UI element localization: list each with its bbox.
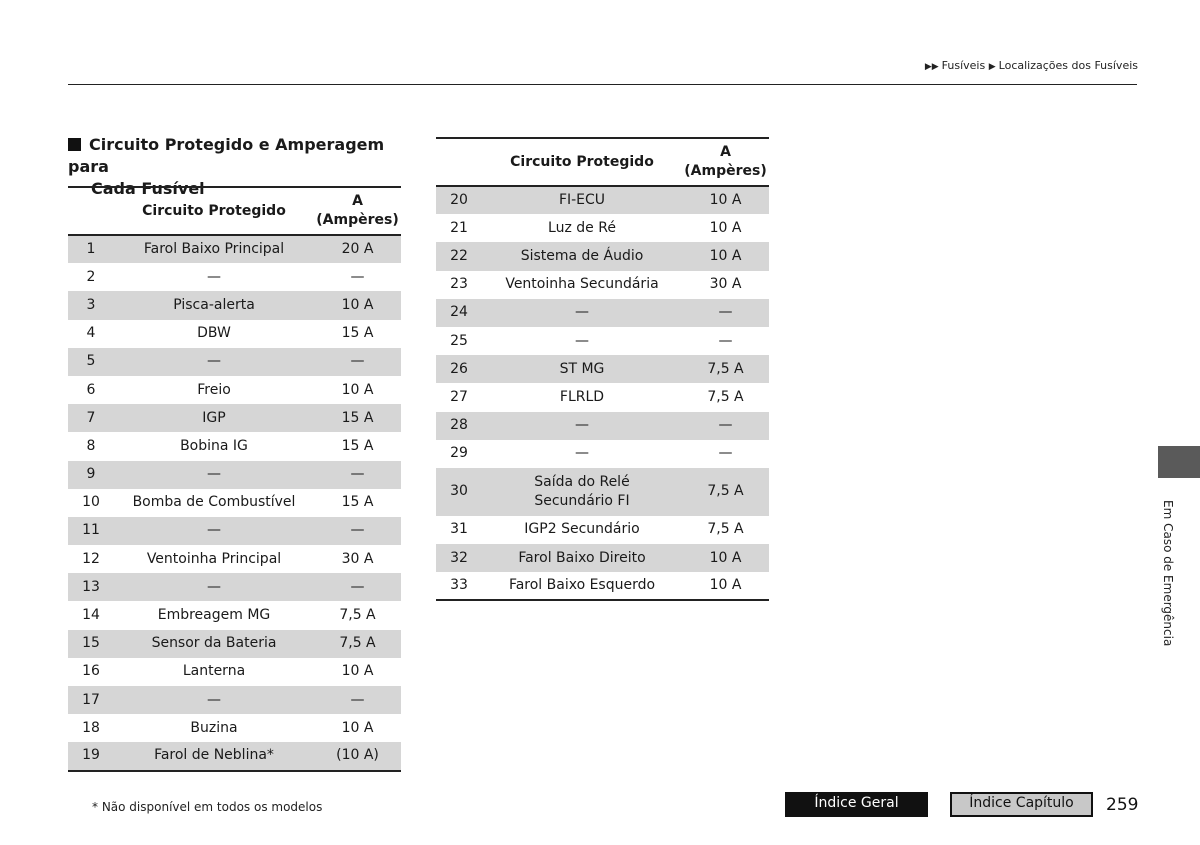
amperage: 7,5 A [707,521,744,538]
table-row [436,242,769,270]
amperage: 7,5 A [339,607,376,624]
amperage: — [350,268,365,285]
fuse-number: 4 [86,325,96,342]
table-row [68,658,401,686]
fuse-number: 32 [450,549,468,566]
table-row [436,327,769,355]
circuit-name: Farol Baixo Principal [143,241,285,258]
amperage: — [350,353,365,370]
circuit-name: Sistema de Áudio [520,247,644,264]
index-general-button[interactable]: Índice Geral [785,792,928,817]
fuse-number: 2 [86,268,96,285]
amperage: 7,5 A [707,483,744,500]
amperage: 10 A [341,663,374,680]
double-arrow-icon: ▶▶ [924,62,939,72]
amperage: 10 A [341,719,374,736]
section-title-line2: Cada Fusível [91,179,205,198]
amperage: — [718,445,733,462]
table-row [68,376,401,404]
fuse-number: 15 [82,635,100,652]
fuse-number: 16 [82,663,100,680]
amperage: 7,5 A [707,388,744,405]
circuit-name: FLRLD [559,388,605,405]
table-row [68,291,401,319]
fuse-number: 1 [86,241,96,258]
amperage: — [350,578,365,595]
fuse-number: 28 [450,417,468,434]
fuse-number: 33 [450,577,468,594]
header-amp-unit: (Ampères) [684,163,767,179]
header-amp-a: A [720,144,731,160]
header-amp-unit: (Ampères) [316,212,399,228]
table-row [68,573,401,601]
fuse-number: 9 [86,466,96,483]
circuit-name: — [207,268,221,285]
table-row [436,355,769,383]
circuit-name: FI-ECU [558,192,606,209]
circuit-name: — [207,578,221,595]
table-row [68,404,401,432]
circuit-name: Buzina [190,719,238,736]
amperage: — [350,691,365,708]
table-row [436,383,769,411]
fuse-number: 27 [450,388,468,405]
amperage: 7,5 A [707,360,744,377]
fuse-number: 6 [86,381,96,398]
table-row [436,544,769,572]
chapter-side-label: Em Caso de Emergência [1161,500,1175,647]
amperage: 10 A [709,247,742,264]
fuse-number: 26 [450,360,468,377]
table-row [436,299,769,327]
fuse-number: 13 [82,578,100,595]
arrow-icon: ▶ [988,62,996,72]
header-circuit: Circuito Protegido [510,153,654,170]
breadcrumb-current[interactable]: Localizações dos Fusíveis [998,59,1138,72]
amperage: 15 A [341,494,374,511]
fuse-number: 11 [82,522,100,539]
table-row [68,630,401,658]
table-row [436,440,769,468]
chapter-tab[interactable] [1158,446,1200,478]
circuit-name: Bobina IG [180,437,248,454]
circuit-name: Lanterna [182,663,246,680]
table-row [68,714,401,742]
amperage: — [718,417,733,434]
amperage: 10 A [341,381,374,398]
header-number [436,138,482,186]
fuse-number: 8 [86,437,96,454]
header-circuit: Circuito Protegido [142,202,286,219]
amperage: 30 A [341,550,374,567]
page-number: 259 [1106,795,1139,815]
table-row [68,348,401,376]
circuit-name: — [207,691,221,708]
fuse-number: 18 [82,719,100,736]
amperage: 15 A [341,437,374,454]
circuit-name: ST MG [559,360,605,377]
table-row [68,601,401,629]
header-number [68,187,114,235]
header-amp-a: A [352,193,363,209]
header-amperes [682,138,769,186]
fuse-number: 12 [82,550,100,567]
table-row [436,271,769,299]
circuit-name-line1: Saída do Relé [534,473,630,490]
circuit-name: Luz de Ré [548,219,616,236]
amperage: 7,5 A [339,635,376,652]
circuit-name: — [575,304,589,321]
circuit-name: Ventoinha Principal [146,550,282,567]
fuse-number: 30 [450,483,468,500]
fuse-number: 14 [82,607,100,624]
amperage: — [718,332,733,349]
amperage: — [350,466,365,483]
fuse-number: 20 [450,192,468,209]
fuse-table-left-body [68,235,401,771]
table-header-row [436,138,769,186]
circuit-name: Embreagem MG [157,607,271,624]
fuse-number: 3 [86,296,96,313]
circuit-name: Sensor da Bateria [151,635,277,652]
amperage: 10 A [709,219,742,236]
amperage: 15 A [341,409,374,426]
fuse-number: 17 [82,691,100,708]
table-row [68,263,401,291]
fuse-number: 19 [82,747,100,764]
table-row [436,572,769,600]
header-rule [68,84,1137,85]
table-row [436,186,769,214]
fuse-number: 7 [86,409,96,426]
circuit-name: — [575,332,589,349]
table-header-row [68,187,401,235]
breadcrumb [925,59,1138,72]
fuse-table-left [68,186,401,772]
circuit-name: — [207,466,221,483]
table-row [68,320,401,348]
circuit-name: Farol Baixo Esquerdo [508,577,656,594]
circuit-name: IGP2 Secundário [524,521,640,538]
circuit-name: — [575,445,589,462]
circuit-name: — [207,522,221,539]
amperage: 10 A [341,296,374,313]
table-row [436,516,769,544]
circuit-name: Pisca-alerta [173,296,255,313]
circuit-name: Farol de Neblina* [154,747,274,764]
table-row [68,235,401,263]
amperage: 10 A [709,577,742,594]
amperage: (10 A) [336,747,379,764]
table-row [68,545,401,573]
amperage: 15 A [341,325,374,342]
fuse-number: 21 [450,219,468,236]
amperage: 20 A [341,241,374,258]
circuit-name: IGP [202,409,226,426]
circuit-name: Freio [197,381,231,398]
table-row [68,517,401,545]
circuit-name-line2: Secundário FI [534,492,630,509]
amperage: — [350,522,365,539]
table-row [68,432,401,460]
table-row [436,412,769,440]
circuit-name: — [575,417,589,434]
table-row [68,489,401,517]
circuit-name: DBW [197,325,231,342]
table-row [436,214,769,242]
section-title-line1: Circuito Protegido e Amperagem para [68,135,385,176]
table-row [68,742,401,770]
amperage: 10 A [709,192,742,209]
index-chapter-button[interactable]: Índice Capítulo [950,792,1093,817]
circuit-name: Ventoinha Secundária [505,276,659,293]
table-row [68,461,401,489]
amperage: 30 A [709,276,742,293]
header-amperes [314,187,401,235]
table-row [436,468,769,516]
circuit-name [482,468,682,516]
circuit-name: — [207,353,221,370]
fuse-number: 25 [450,332,468,349]
fuse-number: 24 [450,304,468,321]
amperage: 10 A [709,549,742,566]
fuse-number: 22 [450,247,468,264]
breadcrumb-link-fusiveis[interactable]: Fusíveis [941,59,986,72]
fuse-table-right [436,137,769,601]
square-bullet-icon [68,138,81,151]
fuse-number: 29 [450,445,468,462]
circuit-name: Farol Baixo Direito [518,549,646,566]
circuit-name: Bomba de Combustível [132,494,296,511]
fuse-table-right-body [436,186,769,600]
fuse-number: 10 [82,494,100,511]
fuse-number: 23 [450,276,468,293]
fuse-number: 31 [450,521,468,538]
amperage: — [718,304,733,321]
footnote: * Não disponível em todos os modelos [92,800,323,814]
fuse-number: 5 [86,353,96,370]
table-row [68,686,401,714]
